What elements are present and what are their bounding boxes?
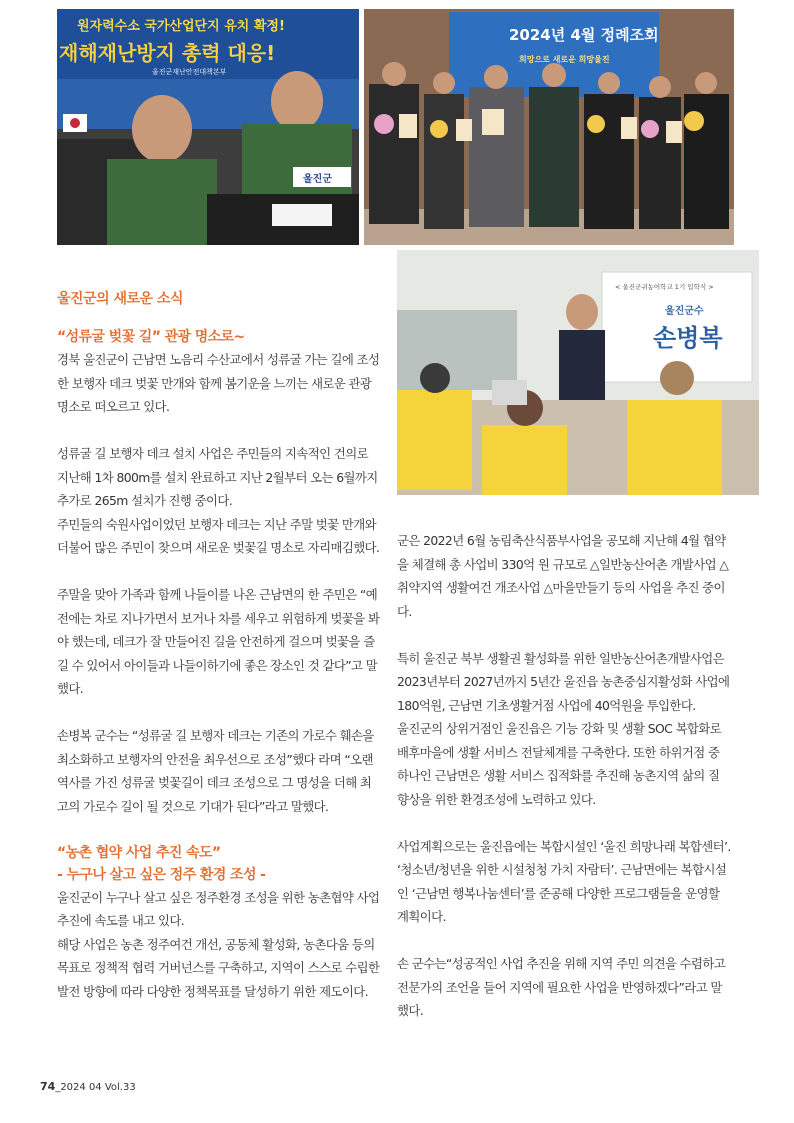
paragraph: 주말을 맞아 가족과 함께 나들이를 나온 근남면의 한 주민은 “예전에는 차로 지나가면서 보거나 차를 세우고 위험하게 벚꽃을 봐야 했는데, 데크가 잘 만들어진 길을 안전하게 걸으며 벚꽃을 즐길 수 있어서 아이들과 나들이하기에 좋은 장소인 것 같다”고 말했다. [57,587,380,696]
heading-rural-agreement: “농촌 협약 사업 추진 속도” [57,844,221,861]
paragraph: 울진군이 누구나 살고 싶은 정주환경 조성을 위한 농촌협약 사업 추진에 속도를 내고 있다. [57,889,380,928]
paragraph: 해당 사업은 농촌 정주여건 개선, 공동체 활성화, 농촌다움 등의 목표로 정책적 협력 거버넌스를 구축하고, 지역이 스스로 수립한 발전 방향에 따라 다양한 정책목표를 달성하기 위한 제도이다. [57,936,380,999]
paragraph: 손 군수는“성공적인 사업 추진을 위해 지역 주민 의견을 수렴하고 전문가의 조언을 들어 지역에 필요한 사업을 반영하겠다”라고 말했다. [397,956,726,1018]
heading-rural-agreement-sub: - 누구나 살고 싶은 정주 환경 조성 - [57,866,266,883]
banner-line2: 재해재난방지 총력 대응! [59,41,276,65]
banner-line1: 원자력수소 국가산업단지 유치 확정! [77,19,285,34]
paragraph: 군은 2022년 6월 농림축산식품부사업을 공모해 지난해 4월 협약을 체결해 총 사업비 330억 원 규모로 △일반농산어촌 개발사업 △취약지역 생활여건 개조사업 △마을만들기 등의 사업을 추진 중이다. [397,533,729,619]
photo-award-ceremony [364,9,734,245]
left-column [57,322,380,1003]
right-column [397,529,732,1023]
poster-small: 울진군수 [665,306,704,317]
ceremony-banner-sub: 희망으로 새로운 희망울진 [519,55,610,64]
ceremony-banner-title: 2024년 4월 정례조회 [509,26,659,44]
poster-top: < 울진군귀농어학교 1기 입학식 > [615,283,714,291]
paragraph: 손병복 군수는 “성류굴 길 보행자 데크는 기존의 가로수 훼손을 최소화하고 보행자의 안전을 최우선으로 조성”했다 라며 “오랜 역사를 가진 성류굴 벚꽃길이 데크 조성으로 그 명성을 더해 최고의 가로수 길이 될 것으로 기대가 된다”라고 말했다. [57,728,374,814]
page-footer [40,1080,136,1093]
heading-cherry-blossom: “성류굴 벚꽃 길” 관광 명소로~ [57,329,245,345]
page-number: 74 [40,1080,56,1093]
banner-credit: 울진군재난안전대책본부 [152,68,227,76]
paragraph: 주민들의 숙원사업이었던 보행자 데크는 지난 주말 벚꽃 만개와 더불어 많은 주민이 찾으며 새로운 벚꽃길 명소로 자리매김했다. [57,516,380,555]
paragraph: 경북 울진군이 근남면 노음리 수산교에서 성류굴 가는 길에 조성한 보행자 데크 벚꽃 만개와 함께 봄기운을 느끼는 새로운 관광 명소로 떠오르고 있다. [57,352,380,414]
photo-entrance-ceremony [397,250,759,495]
paragraph: 성류굴 길 보행자 데크 설치 사업은 주민들의 지속적인 건의로 지난해 1차 800m를 설치 완료하고 지난 2월부터 오는 6월까지 추가로 265m 설치가 진행 중이다. [57,446,378,508]
paragraph: 울진군의 상위거점인 울진읍은 기능 강화 및 생활 SOC 복합화로 배후마을에 생활 서비스 전달체계를 구축한다. 또한 하위거점 중 하나인 근남면은 생활 서비스 집적화를 추진해 농촌지역 삶의 질 향상을 위한 환경조성에 노력하고 있다. [397,721,722,807]
paragraph: 특히 울진군 북부 생활권 활성화를 위한 일반농산어촌개발사업은 2023년부터 2027년까지 5년간 울진읍 농촌중심지활성화 사업에 180억원, 근남면 기초생활거점 사업에 40억원을 투입한다. [397,650,730,713]
nameplate: 울진군 [303,174,332,185]
section-title: 울진군의 새로운 소식 [57,291,183,307]
poster-name: 손병복 [653,324,723,352]
photo-disaster-meeting [57,9,359,245]
paragraph: 사업계획으로는 울진읍에는 복합시설인 ‘울진 희망나래 복합센터’. ‘청소년/청년을 위한 시설청청 가치 자람터’. 근남면에는 복합시설인 ‘근남면 행복나눔센터’를 준공해 다양한 프로그램들을 운영할 계획이다. [397,838,731,924]
issue-label: _2024 04 Vol.33 [55,1082,136,1093]
